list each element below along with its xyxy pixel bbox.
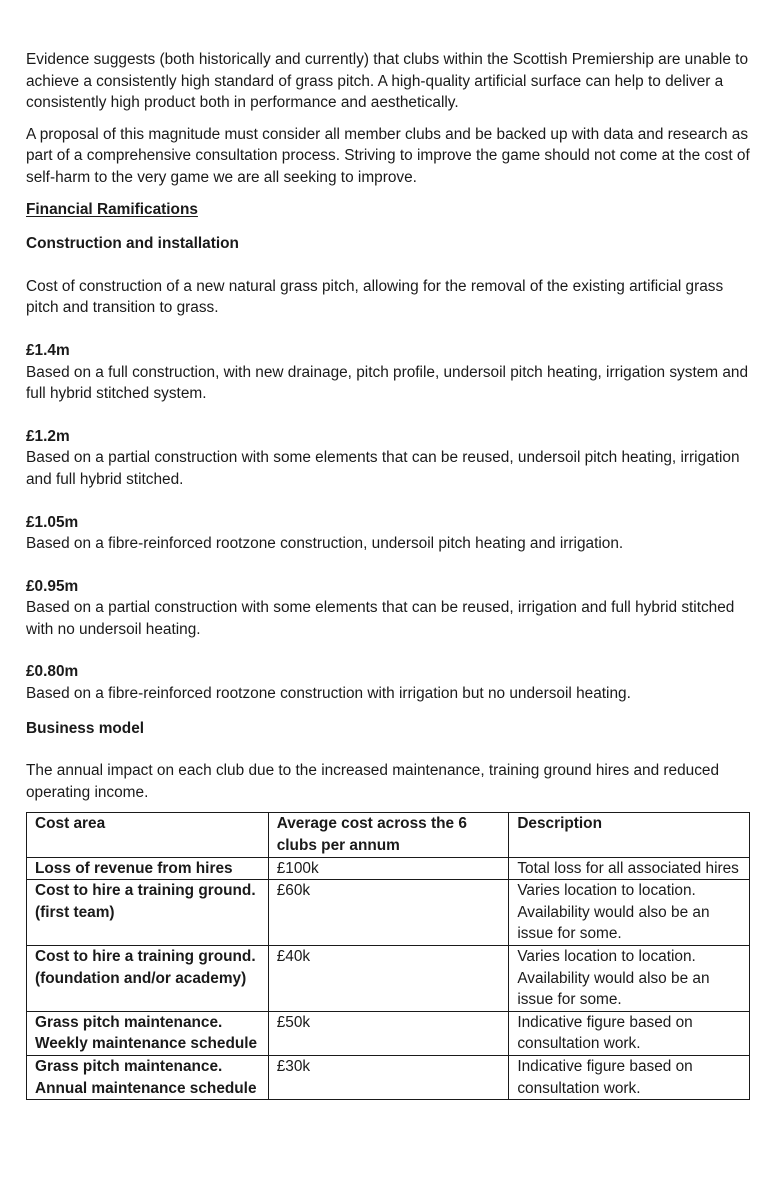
cell-description: Indicative figure based on consultation work. [509, 1011, 750, 1055]
document-page [26, 49, 756, 1100]
cell-average-cost: £100k [268, 857, 509, 880]
table-row [27, 946, 750, 1012]
option-description: Based on a fibre-reinforced rootzone construction, undersoil pitch heating and irrigation. [26, 535, 624, 553]
cost-option [26, 426, 756, 491]
cell-description: Indicative figure based on consultation work. [509, 1055, 750, 1099]
cell-cost-area: Cost to hire a training ground. (foundation and/or academy) [27, 946, 269, 1012]
cell-cost-area: Loss of revenue from hires [27, 857, 269, 880]
cost-table [26, 812, 750, 1100]
business-model-heading: Business model [26, 719, 145, 737]
option-price: £1.2m [26, 427, 70, 445]
cell-average-cost: £40k [268, 946, 509, 1012]
table-row [27, 880, 750, 946]
construction-intro: Cost of construction of a new natural grass pitch, allowing for the removal of the existing artificial grass pitch and transition to grass. [26, 277, 724, 317]
option-price: £1.4m [26, 341, 70, 359]
cell-description: Varies location to location. Availability would also be an issue for some. [509, 946, 750, 1012]
cell-description: Varies location to location. Availability would also be an issue for some. [509, 880, 750, 946]
option-price: £1.05m [26, 513, 79, 531]
option-description: Based on a partial construction with some elements that can be reused, undersoil pitch heating, irrigation and full hybrid stitched. [26, 449, 740, 488]
business-model-intro: The annual impact on each club due to the increased maintenance, training ground hires and reduced operating income. [26, 762, 720, 801]
intro-paragraph-1: Evidence suggests (both historically and currently) that clubs within the Scottish Premiership are unable to achieve a consistently high standard of grass pitch. A high-quality artificial surface can help to deliver a consistently high product both in performance and aesthetically. [26, 51, 749, 112]
option-price: £0.95m [26, 577, 79, 595]
construction-heading: Construction and installation [26, 235, 239, 253]
intro-paragraph-2: A proposal of this magnitude must consider all member clubs and be backed up with data and research as part of a comprehensive consultation process. Striving to improve the game should not come at the cost of self-harm to the very game we are all seeking to improve. [26, 125, 750, 186]
option-price: £0.80m [26, 663, 79, 681]
cost-option [26, 576, 756, 641]
column-header-average-cost: Average cost across the 6 clubs per annum [268, 813, 509, 857]
cell-average-cost: £60k [268, 880, 509, 946]
cost-option [26, 661, 756, 704]
table-row [27, 1055, 750, 1099]
cell-cost-area: Grass pitch maintenance. Annual maintenance schedule [27, 1055, 269, 1099]
cell-description: Total loss for all associated hires [509, 857, 750, 880]
financial-ramifications-heading: Financial Ramifications [26, 200, 198, 218]
option-description: Based on a fibre-reinforced rootzone construction with irrigation but no undersoil heating. [26, 685, 631, 703]
cell-cost-area: Cost to hire a training ground. (first team) [27, 880, 269, 946]
cell-average-cost: £50k [268, 1011, 509, 1055]
cell-cost-area: Grass pitch maintenance. Weekly maintenance schedule [27, 1011, 269, 1055]
table-row [27, 857, 750, 880]
cell-average-cost: £30k [268, 1055, 509, 1099]
option-description: Based on a full construction, with new drainage, pitch profile, undersoil pitch heating, irrigation system and full hybrid stitched system. [26, 363, 749, 403]
column-header-cost-area: Cost area [27, 813, 269, 857]
cost-option [26, 340, 756, 405]
option-description: Based on a partial construction with some elements that can be reused, irrigation and full hybrid stitched with no undersoil heating. [26, 599, 735, 638]
cost-option [26, 512, 756, 555]
column-header-description: Description [509, 813, 750, 857]
table-header-row [27, 813, 750, 857]
table-row [27, 1011, 750, 1055]
